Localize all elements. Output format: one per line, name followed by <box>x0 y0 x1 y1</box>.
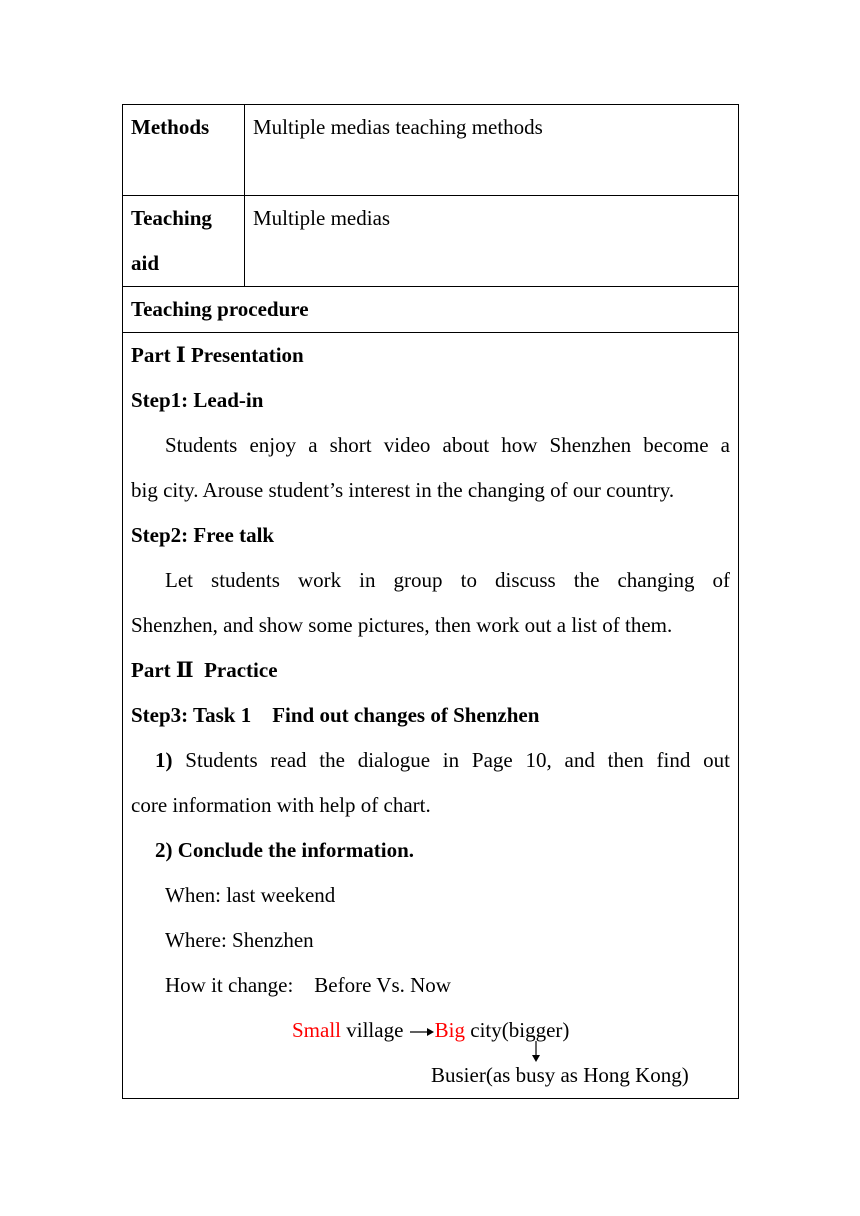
methods-label-cell <box>123 105 245 196</box>
teaching-aid-value-cell <box>245 196 739 287</box>
procedure-content <box>123 333 738 1098</box>
step3-item2: 2) Conclude the information. <box>155 838 414 862</box>
diagram-row1 <box>292 1008 569 1053</box>
part2-heading: Part Ⅱ Practice <box>131 658 278 682</box>
methods-value-cell <box>245 105 739 196</box>
when-line: When: last weekend <box>165 883 336 907</box>
step1-heading: Step1: Lead-in <box>131 388 264 412</box>
step2-text-line2: Shenzhen, and show some pictures, then work out a list of them. <box>131 613 673 637</box>
step3-item1-number: 1) <box>155 748 173 772</box>
step2-text-line1: Let students work in group to discuss the changing of <box>165 568 730 592</box>
step3-item1-text: Students read the dialogue in Page 10, and then find out <box>172 748 730 772</box>
step3-item1-line2: core information with help of chart. <box>131 793 431 817</box>
teaching-aid-row <box>123 196 739 287</box>
how-line: How it change: Before Vs. Now <box>165 973 451 997</box>
methods-row <box>123 105 739 196</box>
methods-value: Multiple medias teaching methods <box>253 115 543 139</box>
procedure-content-row <box>123 333 739 1099</box>
teaching-aid-label-line2: aid <box>131 251 160 275</box>
lesson-plan-table <box>122 104 739 1099</box>
village-word: village <box>341 1018 409 1042</box>
busier-text: Busier(as busy as Hong Kong) <box>431 1063 689 1087</box>
small-word: Small <box>292 1018 342 1042</box>
step3-item1-line1 <box>131 738 730 783</box>
teaching-aid-value: Multiple medias <box>253 206 391 230</box>
teaching-aid-label-line1: Teaching <box>131 206 212 230</box>
step1-text-line2: big city. Arouse student’s interest in the changing of our country. <box>131 478 675 502</box>
big-word: Big <box>434 1018 466 1042</box>
city-word: city(bigger) <box>465 1018 570 1042</box>
arrow-right-icon <box>409 1026 435 1038</box>
part1-heading: Part Ⅰ Presentation <box>131 343 304 367</box>
procedure-content-cell <box>123 333 739 1099</box>
step1-text-line1: Students enjoy a short video about how Shenzhen become a <box>165 433 730 457</box>
step2-heading: Step2: Free talk <box>131 523 275 547</box>
where-line: Where: Shenzhen <box>165 928 314 952</box>
change-diagram <box>131 1008 730 1098</box>
procedure-title: Teaching procedure <box>131 297 309 321</box>
teaching-aid-label-cell <box>123 196 245 287</box>
methods-label: Methods <box>131 115 210 139</box>
step3-heading: Step3: Task 1 Find out changes of Shenzhen <box>131 703 540 727</box>
procedure-row <box>123 287 739 333</box>
procedure-title-cell <box>123 287 739 333</box>
